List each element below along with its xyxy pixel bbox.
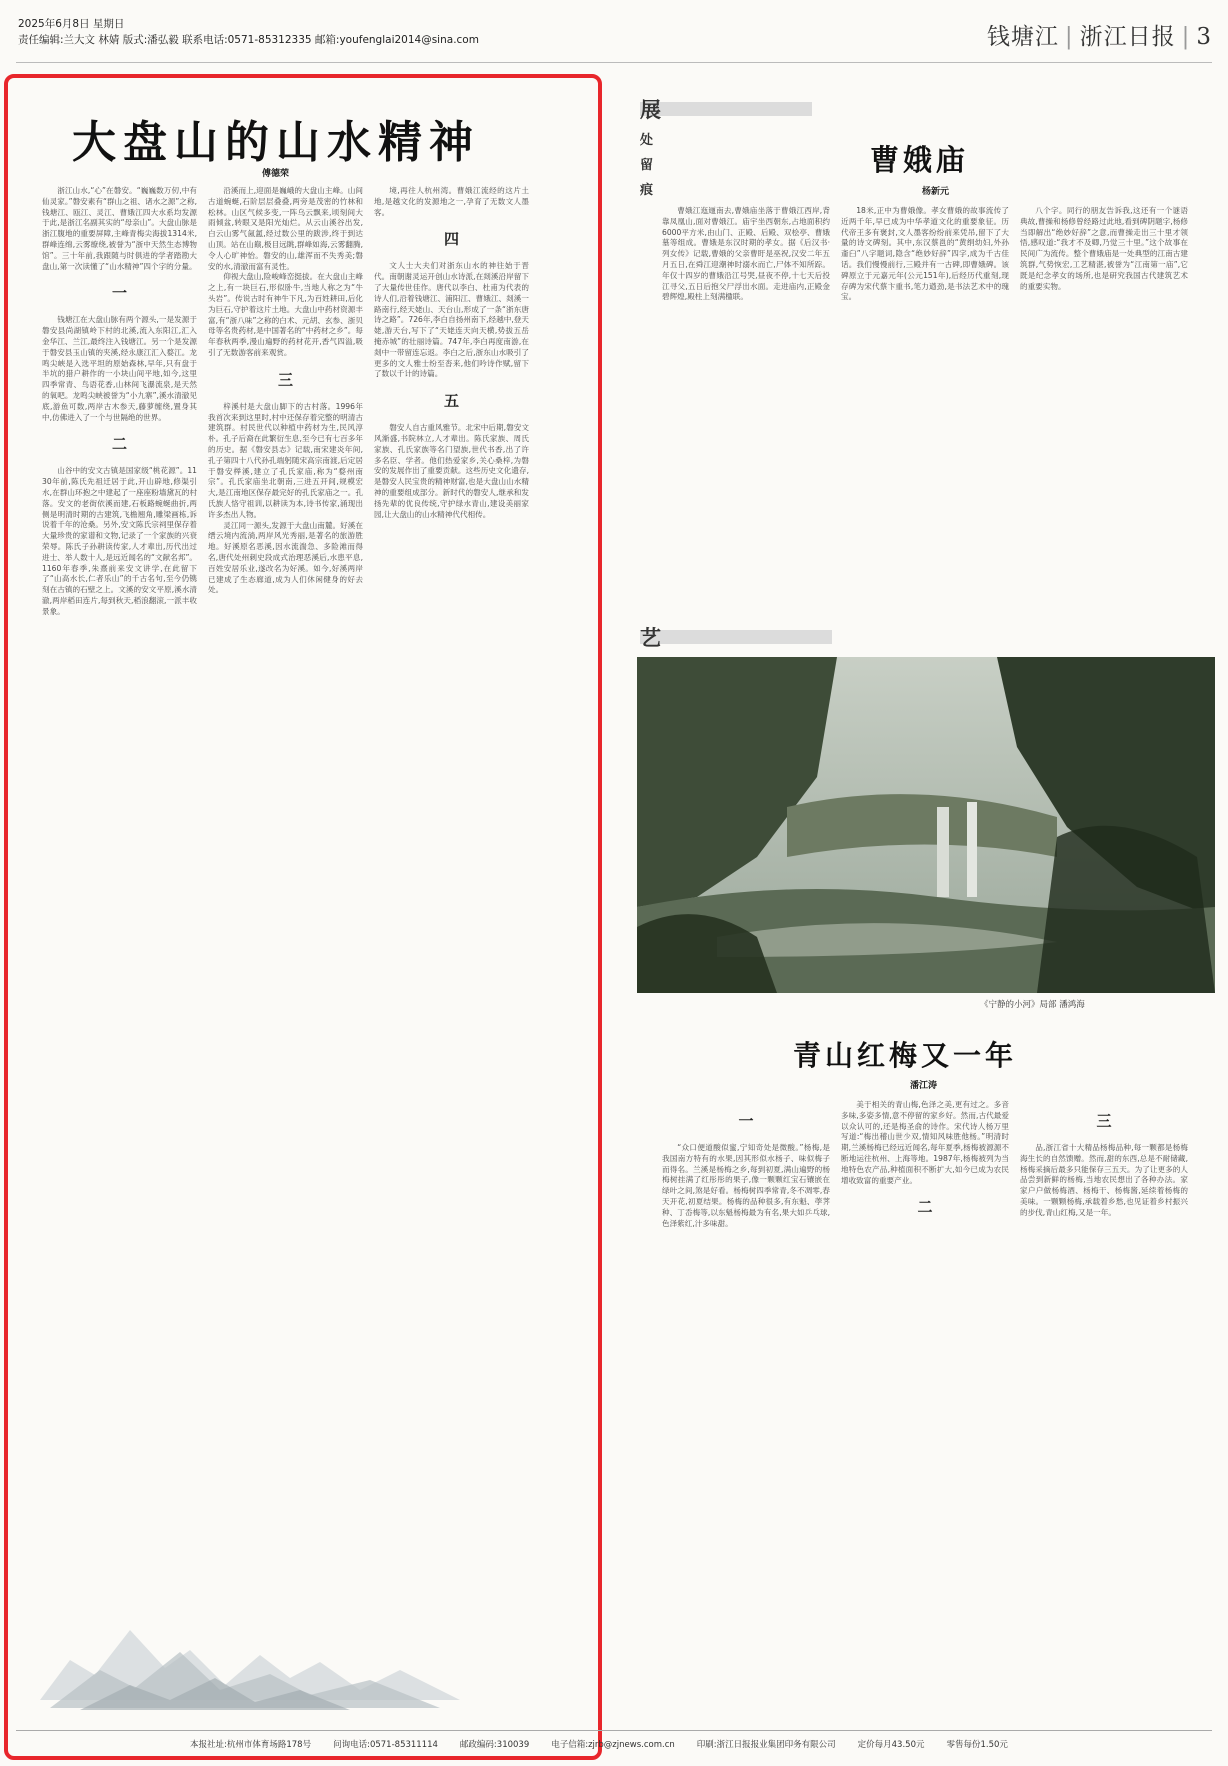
header-date: 2025年6月8日 星期日 bbox=[18, 18, 125, 30]
article-paragraph: 沿溪而上,迎面是巍峨的大盘山主峰。山间古道蜿蜒,石阶层层叠叠,两旁是茂密的竹林和松林。山区气候多变,一阵乌云飘来,顷刻间大雨倾盆,转眼又是阳光灿烂。从云山溪谷出发,白云山雾气氤氲,经过数公里的跋涉,终于到达山顶。站在山巅,极目远眺,群峰如海,云雾翻腾,令人心旷神怡。磐安的山,雄浑而不失秀美;磐安的水,清澈而富有灵性。 bbox=[208, 186, 363, 271]
article-paragraph: 文人士大夫们对浙东山水的神往始于晋代。南朝谢灵运开创山水诗派,在剡溪沿岸留下了大量传世佳作。唐代以李白、杜甫为代表的诗人们,沿着钱塘江、浦阳江、曹娥江、剡溪一路南行,经天姥山、天台山,形成了一条“浙东唐诗之路”。726年,李白自扬州南下,经越中,登天姥,游天台,写下了“天姥连天向天横,势拔五岳掩赤城”的壮丽诗篇。747年,李白再度南游,在剡中一带留连忘返。李白之后,浙东山水吸引了更多的文人雅士纷至沓来,他们吟诗作赋,留下了数以千计的诗篇。 bbox=[374, 261, 529, 379]
article-paragraph: 品,浙江省十大精品杨梅品种,每一颗都是杨梅海生长的自然馈赠。然而,甜的东西,总是不耐储藏,杨梅采摘后最多只能保存三五天。为了让更多的人品尝到新鲜的杨梅,当地农民想出了各种办法。家家户户做杨梅酒、杨梅干、杨梅酱,延续着杨梅的美味。一颗颗杨梅,承载着乡愁,也见证着乡村振兴的步伐,青山红梅,又是一年。 bbox=[1020, 1143, 1188, 1217]
footer-price-month: 定价每月43.50元 bbox=[857, 1740, 925, 1750]
main-article-column-1 bbox=[42, 186, 197, 1586]
landscape-painting bbox=[637, 657, 1215, 993]
header-paper-name: 浙江日报 bbox=[1079, 24, 1176, 50]
section-tag-label: 展 bbox=[640, 97, 661, 122]
main-article-column-3 bbox=[374, 186, 529, 1586]
mountain-ink-illustration bbox=[40, 1590, 460, 1710]
plum-article-column-2 bbox=[841, 1100, 1009, 1712]
travel-article-title: 曹娥庙 bbox=[870, 143, 970, 177]
footer-phone: 问询电话:0571-85311114 bbox=[333, 1740, 438, 1750]
header-editors: 责任编辑:兰大文 林婧 版式:潘弘毅 联系电话:0571-85312335 邮箱:youfenglai2014@sina.com bbox=[18, 34, 479, 46]
footer-postcode: 邮政编码:310039 bbox=[459, 1740, 530, 1750]
section-number: 四 bbox=[443, 230, 459, 249]
main-article-byline: 傅德荣 bbox=[262, 169, 290, 179]
section-number: 五 bbox=[443, 392, 459, 411]
article-paragraph: 境,再往人杭州湾。曹娥江流经的这片土地,是越文化的发源地之一,孕育了无数文人墨客。 bbox=[374, 186, 529, 217]
article-paragraph: 18米,正中为曹娥像。孝女曹娥的故事流传了近两千年,早已成为中华孝道文化的重要象征。历代帝王多有褒封,文人墨客纷纷前来凭吊,留下了大量的诗文碑刻。其中,东汉蔡邕的“黄绢幼妇,外孙齑臼”八字题词,隐含“绝妙好辞”四字,成为千古佳话。我们慢慢前行,三殿并有一古碑,即曹娥碑。该碑原立于元嘉元年(公元151年),后经历代重刻,现存碑为宋代蔡卞重书,笔力遒劲,是书法艺术中的瑰宝。 bbox=[841, 206, 1009, 302]
main-article-column-2 bbox=[208, 186, 363, 1586]
travel-article-column-2 bbox=[841, 206, 1009, 602]
section-number: 一 bbox=[738, 1112, 754, 1130]
section-number: 二 bbox=[111, 435, 127, 454]
travel-article-column-1 bbox=[662, 206, 830, 602]
article-paragraph: 梓溪村是大盘山脚下的古村落。1996年我首次来到这里时,村中还保存着完整的明清古建筑群。村民世代以种植中药材为生,民风淳朴。孔子后裔在此繁衍生息,至今已有七百多年的历史。据《磐安县志》记载,南宋建炎年间,孔子第四十八代孙孔端躬随宋高宗南渡,后定居于磐安榉溪,建立了孔氏家庙,称为“婺州南宗”。孔氏家庙坐北朝南,三进五开间,规模宏大,是江南地区保存最完好的孔氏家庙之一。孔氏族人恪守祖训,以耕读为本,诗书传家,涌现出许多杰出人物。 bbox=[208, 401, 363, 519]
section-tag-sublabel: 处留痕 bbox=[640, 133, 654, 198]
header-page-number: 3 bbox=[1196, 24, 1212, 50]
main-article-body bbox=[42, 186, 529, 1586]
page-footer bbox=[190, 1738, 1220, 1750]
footer-email: 电子信箱:zjrb@zjnews.com.cn bbox=[551, 1740, 675, 1750]
header-meta bbox=[18, 16, 479, 48]
footer-printer: 印刷:浙江日报报业集团印务有限公司 bbox=[696, 1740, 836, 1750]
painting-caption: 《宁静的小河》局部 潘鸿海 bbox=[980, 1000, 1085, 1010]
plum-article-column-3 bbox=[1020, 1100, 1188, 1712]
plum-article-column-1 bbox=[662, 1100, 830, 1712]
section-number: 三 bbox=[277, 370, 293, 389]
footer-price-copy: 零售每份1.50元 bbox=[946, 1740, 1008, 1750]
footer-address: 本报社址:杭州市体育场路178号 bbox=[190, 1740, 312, 1750]
article-paragraph: 八个字。同行的朋友告诉我,这还有一个谜语典故,曹操和杨修曾经路过此地,看到碑阴题字,杨修当即解出“绝妙好辞”之意,而曹操走出三十里才领悟,感叹道:“我才不及卿,乃觉三十里。”这个故事在民间广为流传。整个曹娥庙是一处典型的江南古建筑群,气势恢宏,工艺精湛,被誉为“江南第一庙”,它既是纪念孝女的场所,也是研究我国古代建筑艺术的重要实物。 bbox=[1020, 206, 1188, 291]
article-paragraph: 山谷中的安文古镇是国家级“桃花源”。1130年前,陈氏先祖迁居于此,开山辟地,修渠引水,在群山环抱之中建起了一座座粉墙黛瓦的村落。安文的老街依溪而建,石板路蜿蜒曲折,两侧是明清时期的古建筑,飞檐翘角,雕梁画栋,诉说着千年的沧桑。另外,安文陈氏宗祠里保存着大量珍贵的家谱和文物,记录了一个家族的兴衰荣辱。陈氏子孙耕读传家,人才辈出,历代出过进士、举人数十人,是远近闻名的“文献名邦”。1160年春季,朱熹前来安文讲学,在此留下了“山高水长,仁者乐山”的千古名句,至今仍镌刻在古镇的石壁之上。文溪的安文平原,溪水清澈,两岸稻田连片,每到秋天,稻浪翻滚,一派丰收景象。 bbox=[42, 466, 197, 616]
page-header bbox=[16, 14, 1212, 54]
travel-article-column-3 bbox=[1020, 206, 1188, 602]
header-masthead: 钱塘江 | 浙江日报 | 3 bbox=[986, 24, 1212, 50]
travel-article-byline: 杨新元 bbox=[922, 187, 950, 197]
section-number: 一 bbox=[111, 284, 127, 303]
article-paragraph: 浙江山水,“心”在磐安。“巍巍数万仞,中有仙灵家。”磐安素有“群山之祖、诸水之源”之称,钱塘江、瓯江、灵江、曹娥江四大水系均发源于此,是浙江名副其实的“母亲山”。大盘山脉是浙江腹地的重要屏障,主峰青梅尖海拔1314米,群峰连绵,云雾缭绕,被誉为“浙中天然生态博物馆”。三十年前,我跟随与时俱进的学者踏勘大盘山,第一次读懂了“山水精神”四个字的分量。 bbox=[42, 186, 197, 271]
main-article-title: 大盘山的山水精神 bbox=[72, 117, 480, 168]
article-paragraph: 美于相关的青山梅,色泽之美,更有过之。多音多味,多姿多情,意不停留的家乡好。然而,古代最爱以众认可的,还是梅圣俞的诗作。宋代诗人杨万里写道:“梅出稽山世少双,情知风味胜他杨。”明清时期,兰溪杨梅已经远近闻名,每年夏季,杨梅被源源不断地运往杭州、上海等地。1987年,杨梅被列为当地特色农产品,种植面积不断扩大,如今已成为农民增收致富的重要产业。 bbox=[841, 1100, 1009, 1185]
plum-article-body bbox=[662, 1100, 1188, 1712]
section-tag-label: 艺 bbox=[640, 625, 661, 650]
plum-article-byline: 潘江涛 bbox=[910, 1081, 938, 1091]
footer-rule bbox=[16, 1730, 1212, 1731]
header-section-name: 钱塘江 bbox=[986, 24, 1059, 50]
article-paragraph: 钱塘江在大盘山脉有两个源头,一是发源于磐安县尚湖镇岭下村的北溪,流入东阳江,汇入金华江、兰江,最终注入钱塘江。另一个是发源于磐安县玉山镇的夹溪,经永康江汇入婺江。龙鸣尖峡是入选平坦的原始森林,早年,只有盘于半坑的猎户耕作的一小块山间平地,如今,这里四季常青、鸟语花香,山林间飞瀑流泉,是天然的氧吧。龙鸣尖峡被誉为“小九寨”,溪水清澈见底,游鱼可数,两岸古木参天,藤萝缠绕,置身其中,仿佛进入了一个与世隔绝的世界。 bbox=[42, 315, 197, 422]
travel-article-body bbox=[662, 206, 1188, 602]
article-paragraph: 灵江同一源头,发源于大盘山南麓。好溪在缙云境内流淌,两岸风光秀丽,是著名的旅游胜地。好溪原名恶溪,因水流湍急、多险滩而得名,唐代处州刺史段成式治理恶溪后,水患平息,百姓安居乐业,遂改名为好溪。如今,好溪两岸已建成了生态廊道,成为人们休闲健身的好去处。 bbox=[208, 520, 363, 595]
article-paragraph: 曹娥江迤逦南去,曹娥庙坐落于曹娥江西岸,背靠凤凰山,面对曹娥江。庙宇坐西朝东,占地面积约6000平方米,由山门、正殿、后殿、双桧亭、曹娥墓等组成。曹娥是东汉时期的孝女。据《后汉书·列女传》记载,曹娥的父亲曹盱是巫祝,汉安二年五月五日,在舜江迎潮神时溺水而亡,尸体不知所踪。年仅十四岁的曹娥沿江号哭,昼夜不停,十七天后投江寻父,五日后抱父尸浮出水面。走进庙内,正殿金碧辉煌,殿柱上刻满楹联。 bbox=[662, 206, 830, 302]
article-paragraph: “众口便道酸似蜜,宁知奇处是微酸。”杨梅,是我国南方特有的水果,因其形似水杨子、味似梅子而得名。兰溪是杨梅之乡,每到初夏,满山遍野的杨梅树挂满了红彤彤的果子,像一颗颗红宝石镶嵌在绿叶之间,煞是好看。杨梅树四季常青,冬不凋零,春天开花,初夏结果。杨梅的品种很多,有东魁、荸荠种、丁岙梅等,以东魁杨梅最为有名,果大如乒乓球,色泽紫红,汁多味甜。 bbox=[662, 1143, 830, 1228]
section-number: 二 bbox=[917, 1198, 933, 1217]
article-paragraph: 磐安人自古重风雅节。北宋中后期,磐安文风渐盛,书院林立,人才辈出。陈氏家族、周氏家族、孔氏家族等名门望族,世代书香,出了许多名臣、学者。他们热爱家乡,关心桑梓,为磐安的发展作出了重要贡献。这些历史文化遗存,是磐安人民宝贵的精神财富,也是大盘山山水精神的重要组成部分。新时代的磐安人,继承和发扬先辈的优良传统,守护绿水青山,建设美丽家园,让大盘山的山水精神代代相传。 bbox=[374, 423, 529, 519]
header-rule bbox=[16, 62, 1212, 63]
plum-article-title: 青山红梅又一年 bbox=[793, 1039, 1018, 1072]
article-paragraph: 仰视大盘山,险峻峰峦挺拔。在大盘山主峰之上,有一块巨石,形似卧牛,当地人称之为“牛头岩”。传说古时有神牛下凡,为百姓耕田,后化为巨石,守护着这片土地。大盘山中药材资源丰富,有“浙八味”之称的白术、元胡、玄参、浙贝母等名贵药材,是中国著名的“中药材之乡”。每年春秋两季,漫山遍野的药材花开,香气四溢,吸引了无数游客前来观赏。 bbox=[208, 272, 363, 357]
section-number: 三 bbox=[1096, 1112, 1112, 1130]
